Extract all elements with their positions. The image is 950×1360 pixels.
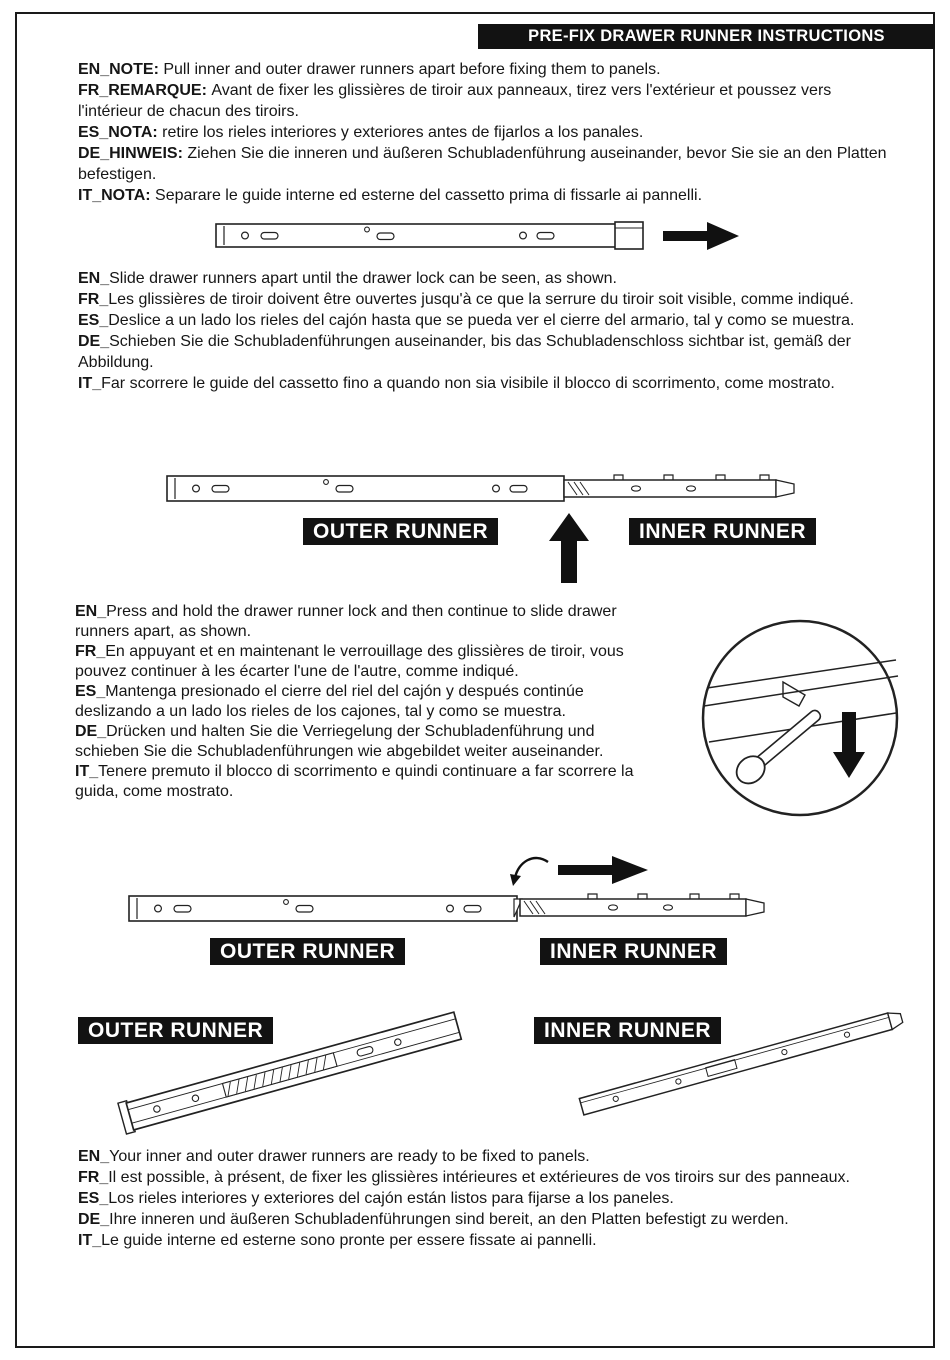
line-text: Los rieles interiores y exteriores del cajón están listos para fijarse a los paneles.: [108, 1190, 674, 1207]
inner-runner-diagram: [556, 1000, 911, 1130]
extended-runner-diagram: [166, 470, 798, 508]
lang-prefix: DE_: [78, 333, 110, 350]
lang-prefix: FR_REMARQUE:: [78, 82, 212, 99]
line-text: Il est possible, à présent, de fixer les glissières intérieures et extérieures de vos tiroirs sur des panneaux.: [108, 1169, 850, 1186]
zoom-detail-circle: [697, 610, 903, 826]
lang-prefix: ES_: [78, 1190, 109, 1207]
title-bar: [478, 24, 935, 49]
instruction-line: [78, 80, 890, 122]
lang-prefix: ES_: [78, 312, 109, 329]
inner-runner-label: INNER RUNNER: [629, 518, 816, 545]
outer-runner-diagram: [102, 1002, 487, 1142]
instruction-line: [75, 722, 660, 762]
lang-prefix: DE_HINWEIS:: [78, 145, 188, 162]
line-text: Press and hold the drawer runner lock and then continue to slide drawer runners apart, as shown.: [75, 603, 617, 640]
inner-runner-label: INNER RUNNER: [534, 1017, 721, 1044]
up-arrow-icon: [549, 513, 589, 583]
lang-prefix: IT_NOTA:: [78, 187, 156, 204]
right-arrow-icon: [558, 854, 650, 886]
line-text: Le guide interne ed esterne sono pronte per essere fissate ai pannelli.: [101, 1232, 597, 1249]
instruction-line: [78, 1167, 908, 1188]
line-text: Mantenga presionado el cierre del riel del cajón y después continúe deslizando a un lado los rieles de los cajones, tal y como se muestra.: [75, 683, 584, 720]
instruction-line: [78, 185, 890, 206]
instruction-line: [78, 373, 878, 394]
line-text: retire los rieles interiores y exteriores antes de fijarlos a los panales.: [162, 124, 644, 141]
outer-runner-label: OUTER RUNNER: [303, 518, 498, 545]
lang-prefix: EN_: [75, 603, 107, 620]
lang-prefix: EN_: [78, 1148, 110, 1165]
lang-prefix: DE_: [75, 723, 107, 740]
inner-runner-label: INNER RUNNER: [540, 938, 727, 965]
instruction-line: [78, 331, 878, 373]
right-arrow-icon: [663, 220, 741, 252]
line-text: Tenere premuto il blocco di scorrimento e quindi continuare a far scorrere la guida, come mostrato.: [75, 763, 634, 800]
step2-slide-text: [78, 268, 878, 394]
lang-prefix: IT_: [78, 375, 102, 392]
instruction-line: [78, 59, 890, 80]
line-text: Separare le guide interne ed esterne del cassetto prima di fissarle ai pannelli.: [155, 187, 703, 204]
line-text: Les glissières de tiroir doivent être ouvertes jusqu'à ce que la serrure du tiroir soit visible, comme indiqué.: [108, 291, 854, 308]
instruction-line: [78, 289, 878, 310]
line-text: Drücken und halten Sie die Verriegelung der Schubladenführung und schieben Sie die Schubladenführungen wie abgebildet weiter auseinander.: [75, 723, 604, 760]
instruction-line: [78, 122, 890, 143]
instruction-line: [78, 1188, 908, 1209]
lang-prefix: ES_NOTA:: [78, 124, 163, 141]
instruction-line: [78, 268, 878, 289]
line-text: Far scorrere le guide del cassetto fino a quando non sia visibile il blocco di scorrimento, come mostrato.: [101, 375, 835, 392]
extended-runner-figure: [166, 470, 826, 588]
instruction-line: [75, 642, 660, 682]
lang-prefix: FR_: [78, 291, 109, 308]
lang-prefix: FR_: [75, 643, 106, 660]
line-text: En appuyant et en maintenant le verrouillage des glissières de tiroir, vous pouvez continuer à les écarter l'une de l'autre, comme indiqué.: [75, 643, 624, 680]
instruction-line: [78, 1230, 908, 1251]
instruction-line: [78, 1209, 908, 1230]
instruction-line: [75, 602, 660, 642]
page-title: PRE-FIX DRAWER RUNNER INSTRUCTIONS: [528, 27, 885, 45]
lang-prefix: IT_: [75, 763, 99, 780]
lang-prefix: ES_: [75, 683, 106, 700]
lang-prefix: EN_: [78, 270, 110, 287]
line-text: Ihre inneren und äußeren Schubladenführungen sind bereit, an den Platten befestigt zu werden.: [109, 1211, 789, 1228]
line-text: Schieben Sie die Schubladenführungen auseinander, bis das Schubladenschloss sichtbar ist, gemäß der Abbildung.: [78, 333, 851, 371]
lang-prefix: IT_: [78, 1232, 102, 1249]
lang-prefix: FR_: [78, 1169, 109, 1186]
step4-ready-text: [78, 1146, 908, 1251]
step1-note-text: [78, 59, 890, 206]
lang-prefix: DE_: [78, 1211, 110, 1228]
line-text: Avant de fixer les glissières de tiroir aux panneaux, tirez vers l'extérieur et poussez vers l'intérieur de chacun des tiroirs.: [78, 82, 832, 120]
lang-prefix: EN_NOTE:: [78, 61, 164, 78]
outer-runner-label: OUTER RUNNER: [210, 938, 405, 965]
separating-runner-diagram: [128, 890, 768, 928]
instruction-line: [78, 143, 890, 185]
curved-arrow-icon: [510, 854, 552, 888]
line-text: Pull inner and outer drawer runners apart before fixing them to panels.: [163, 61, 661, 78]
step3-press-text: [75, 602, 660, 802]
line-text: Your inner and outer drawer runners are ready to be fixed to panels.: [109, 1148, 590, 1165]
line-text: Ziehen Sie die inneren und äußeren Schubladenführung auseinander, bevor Sie sie an den Platten befestigen.: [78, 145, 887, 183]
line-text: Deslice a un lado los rieles del cajón hasta que se pueda ver el cierre del armario, tal y como se muestra.: [108, 312, 855, 329]
instruction-line: [75, 762, 660, 802]
instruction-line: [78, 1146, 908, 1167]
closed-runner-figure: [215, 220, 741, 252]
closed-runner-diagram: [215, 221, 647, 251]
instruction-line: [75, 682, 660, 722]
instruction-line: [78, 310, 878, 331]
outer-runner-label: OUTER RUNNER: [78, 1017, 273, 1044]
separating-runner-figure: [128, 852, 798, 970]
line-text: Slide drawer runners apart until the drawer lock can be seen, as shown.: [109, 270, 617, 287]
